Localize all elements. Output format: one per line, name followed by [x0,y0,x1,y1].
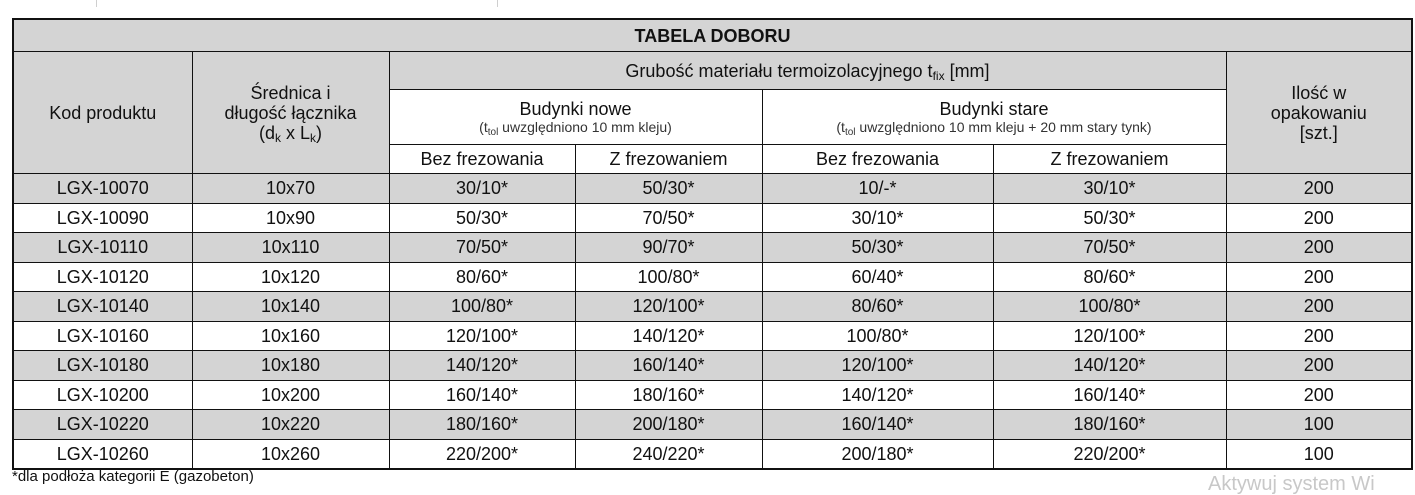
cell-dimension: 10x260 [192,439,389,469]
cell-new-with-milling: 90/70* [575,233,762,263]
header-quantity-line1: Ilość w [1291,82,1347,103]
cell-old-with-milling: 50/30* [993,203,1226,233]
cell-product-code: LGX-10070 [13,174,192,204]
cell-old-without-milling: 200/180* [762,439,993,469]
cell-old-with-milling: 120/100* [993,321,1226,351]
cell-new-with-milling: 70/50* [575,203,762,233]
cell-old-with-milling: 140/120* [993,351,1226,381]
header-new-buildings-label: Budynki nowe [519,99,632,119]
header-quantity-line2: opakowaniu [1270,102,1367,123]
table-row [13,203,1412,233]
cell-new-without-milling: 180/160* [389,410,575,440]
cell-dimension: 10x220 [192,410,389,440]
cell-new-with-milling: 120/100* [575,292,762,322]
cell-new-without-milling: 70/50* [389,233,575,263]
top-edge [0,0,1415,8]
cell-new-without-milling: 220/200* [389,439,575,469]
header-dimension-line1: Średnica i [250,82,331,103]
cell-product-code: LGX-10200 [13,380,192,410]
header-old-buildings [762,90,1226,145]
cell-quantity: 200 [1226,203,1412,233]
cell-old-without-milling: 160/140* [762,410,993,440]
header-new-with-milling: Z frezowaniem [575,145,762,174]
cell-new-with-milling: 240/220* [575,439,762,469]
cell-new-without-milling: 30/10* [389,174,575,204]
header-insulation-thickness: Grubość materiału termoizolacyjnego $t_{fix}$ [mm] [389,52,1226,90]
cell-new-without-milling: 140/120* [389,351,575,381]
cell-old-without-milling: 100/80* [762,321,993,351]
cell-product-code: LGX-10180 [13,351,192,381]
cell-dimension: 10x110 [192,233,389,263]
cell-new-with-milling: 200/180* [575,410,762,440]
header-old-with-milling: Z frezowaniem [993,145,1226,174]
table-row [13,174,1412,204]
cell-quantity: 200 [1226,174,1412,204]
header-dimension [192,52,389,174]
cell-old-without-milling: 10/-* [762,174,993,204]
cell-quantity: 100 [1226,439,1412,469]
header-new-buildings [389,90,762,145]
cell-old-with-milling: 30/10* [993,174,1226,204]
table-row [13,380,1412,410]
cell-quantity: 200 [1226,351,1412,381]
cell-product-code: LGX-10220 [13,410,192,440]
header-quantity [1226,52,1412,174]
cell-old-with-milling: 220/200* [993,439,1226,469]
selection-table [12,18,1413,470]
table-row [13,439,1412,469]
header-old-buildings-label: Budynki stare [939,99,1049,119]
cell-old-without-milling: 80/60* [762,292,993,322]
header-old-without-milling: Bez frezowania [762,145,993,174]
table-title: TABELA DOBORU [13,19,1412,52]
cell-quantity: 200 [1226,321,1412,351]
header-product-code: Kod produktu [13,52,192,174]
cell-old-without-milling: 60/40* [762,262,993,292]
cell-new-with-milling: 180/160* [575,380,762,410]
header-new-without-milling: Bez frezowania [389,145,575,174]
cell-new-with-milling: 100/80* [575,262,762,292]
table-row [13,262,1412,292]
cell-dimension: 10x200 [192,380,389,410]
cell-old-without-milling: 50/30* [762,233,993,263]
cell-new-with-milling: 160/140* [575,351,762,381]
cell-old-with-milling: 70/50* [993,233,1226,263]
cell-new-without-milling: 100/80* [389,292,575,322]
cell-dimension: 10x120 [192,262,389,292]
top-edge-tick [497,0,498,7]
header-old-buildings-note: ($t_{tol}$ uwzględniono 10 mm kleju + 20 mm stary tynk) [836,119,1152,138]
cell-old-without-milling: 140/120* [762,380,993,410]
table-row [13,410,1412,440]
cell-old-without-milling: 120/100* [762,351,993,381]
table-row [13,321,1412,351]
cell-dimension: 10x180 [192,351,389,381]
cell-dimension: 10x140 [192,292,389,322]
cell-dimension: 10x70 [192,174,389,204]
cell-quantity: 200 [1226,233,1412,263]
cell-new-with-milling: 50/30* [575,174,762,204]
cell-product-code: LGX-10160 [13,321,192,351]
table-row [13,292,1412,322]
cell-new-with-milling: 140/120* [575,321,762,351]
footnote: *dla podłoża kategorii E (gazobeton) [12,468,254,485]
activation-watermark: Aktywuj system Wi [1208,473,1375,495]
table-row [13,233,1412,263]
cell-dimension: 10x160 [192,321,389,351]
cell-new-without-milling: 120/100* [389,321,575,351]
cell-quantity: 200 [1226,262,1412,292]
header-dimension-line3: ($d_k$ x $L_k$) [258,122,323,145]
cell-old-with-milling: 180/160* [993,410,1226,440]
cell-new-without-milling: 50/30* [389,203,575,233]
cell-quantity: 200 [1226,292,1412,322]
header-dimension-line2: długość łącznika [224,102,357,123]
cell-new-without-milling: 80/60* [389,262,575,292]
cell-product-code: LGX-10090 [13,203,192,233]
cell-old-without-milling: 30/10* [762,203,993,233]
cell-quantity: 100 [1226,410,1412,440]
top-edge-tick [96,0,97,7]
cell-product-code: LGX-10260 [13,439,192,469]
cell-dimension: 10x90 [192,203,389,233]
table-row [13,351,1412,381]
cell-old-with-milling: 160/140* [993,380,1226,410]
header-quantity-line3: [szt.] [1299,122,1338,143]
cell-old-with-milling: 80/60* [993,262,1226,292]
cell-product-code: LGX-10120 [13,262,192,292]
cell-new-without-milling: 160/140* [389,380,575,410]
cell-product-code: LGX-10140 [13,292,192,322]
cell-old-with-milling: 100/80* [993,292,1226,322]
header-new-buildings-note: ($t_{tol}$ uwzględniono 10 mm kleju) [479,119,672,138]
cell-quantity: 200 [1226,380,1412,410]
cell-product-code: LGX-10110 [13,233,192,263]
